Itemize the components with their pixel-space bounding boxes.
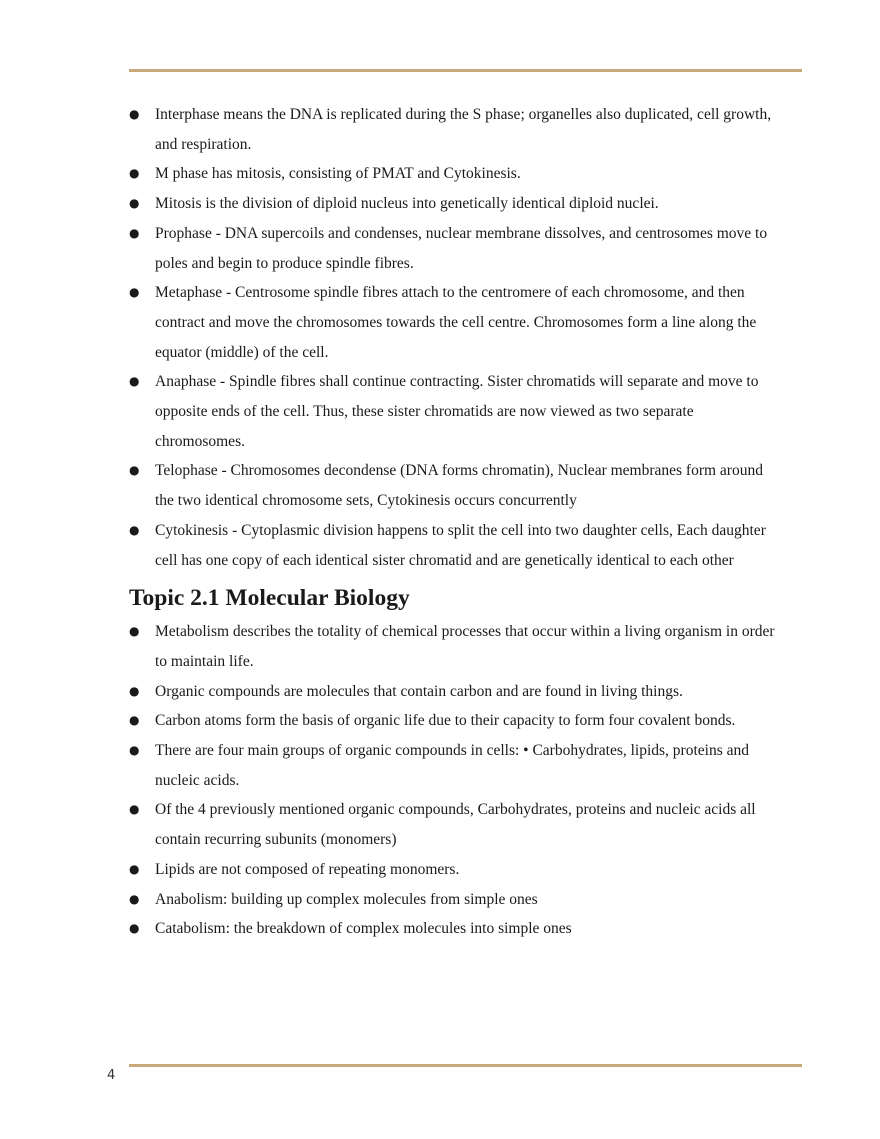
list-item-text: Prophase - DNA supercoils and condenses, nuclear membrane dissolves, and centrosomes move to poles and begin to produce spindle fibres. — [155, 224, 768, 272]
bullet-icon: ● — [129, 166, 140, 181]
list-item — [129, 617, 779, 676]
list-item — [129, 516, 779, 575]
list-item — [129, 855, 779, 885]
header-rule — [129, 69, 802, 72]
bullet-list-molecular-biology — [129, 617, 779, 944]
bullet-icon: ● — [129, 463, 140, 478]
list-item-text: Interphase means the DNA is replicated during the S phase; organelles also duplicated, cell growth, and respiration. — [155, 106, 772, 153]
list-item-text: Metabolism describes the totality of chemical processes that occur within a living organism in order to maintain life. — [155, 623, 775, 670]
footer-rule — [129, 1064, 802, 1067]
list-item — [129, 706, 779, 736]
list-item — [129, 189, 779, 219]
list-item — [129, 736, 779, 795]
bullet-icon: ● — [129, 374, 140, 389]
list-item-text: Metaphase - Centrosome spindle fibres attach to the centromere of each chromosome, and then contract and move the chromosomes towards the cell centre. Chromosomes form a line along the equator (middle) of the cell. — [155, 284, 757, 361]
bullet-icon: ● — [129, 107, 140, 121]
list-item — [129, 914, 779, 944]
bullet-icon: ● — [129, 891, 140, 906]
list-item-text: There are four main groups of organic compounds in cells: • Carbohydrates, lipids, proteins and nucleic acids. — [155, 742, 749, 789]
list-item — [129, 885, 779, 915]
bullet-icon: ● — [129, 921, 140, 936]
bullet-list-cell-cycle — [129, 100, 779, 575]
page-number: 4 — [107, 1068, 116, 1083]
bullet-icon: ● — [129, 624, 140, 639]
page-content — [129, 100, 779, 944]
list-item — [129, 219, 779, 278]
list-item-text: Lipids are not composed of repeating monomers. — [155, 860, 460, 878]
bullet-icon: ● — [129, 196, 140, 211]
bullet-icon: ● — [129, 683, 140, 698]
bullet-icon: ● — [129, 713, 140, 728]
list-item-text: Anaphase - Spindle fibres shall continue contracting. Sister chromatids will separate and move to opposite ends of the cell. Thus, these sister chromatids are now viewed as two separate chromosomes. — [155, 373, 759, 450]
bullet-icon: ● — [129, 743, 140, 758]
list-item — [129, 159, 779, 189]
list-item — [129, 278, 779, 367]
list-item-text: Organic compounds are molecules that contain carbon and are found in living things. — [155, 682, 683, 700]
list-item — [129, 367, 779, 456]
list-item-text: M phase has mitosis, consisting of PMAT and Cytokinesis. — [155, 165, 521, 183]
section-heading: Topic 2.1 Molecular Biology — [129, 585, 410, 612]
list-item — [129, 100, 779, 159]
bullet-icon: ● — [129, 861, 140, 876]
list-item-text: Catabolism: the breakdown of complex molecules into simple ones — [155, 920, 572, 938]
bullet-icon: ● — [129, 285, 140, 300]
bullet-icon: ● — [129, 802, 140, 817]
bullet-icon: ● — [129, 225, 140, 240]
list-item — [129, 795, 779, 854]
list-item-text: Anabolism: building up complex molecules from simple ones — [155, 890, 538, 908]
list-item-text: Mitosis is the division of diploid nucleus into genetically identical diploid nuclei. — [155, 195, 659, 213]
list-item-text: Cytokinesis - Cytoplasmic division happens to split the cell into two daughter cells, Each daughter cell has one copy of each identical sister chromatid and are genetically identical to each other — [155, 521, 766, 569]
list-item — [129, 677, 779, 707]
bullet-icon: ● — [129, 522, 140, 537]
list-item-text: Telophase - Chromosomes decondense (DNA forms chromatin), Nuclear membranes form around the two identical chromosome sets, Cytokinesis occurs concurrently — [155, 462, 763, 510]
list-item — [129, 456, 779, 515]
list-item-text: Carbon atoms form the basis of organic life due to their capacity to form four covalent bonds. — [155, 712, 736, 730]
list-item-text: Of the 4 previously mentioned organic compounds, Carbohydrates, proteins and nucleic acids all contain recurring subunits (monomers) — [155, 801, 756, 849]
